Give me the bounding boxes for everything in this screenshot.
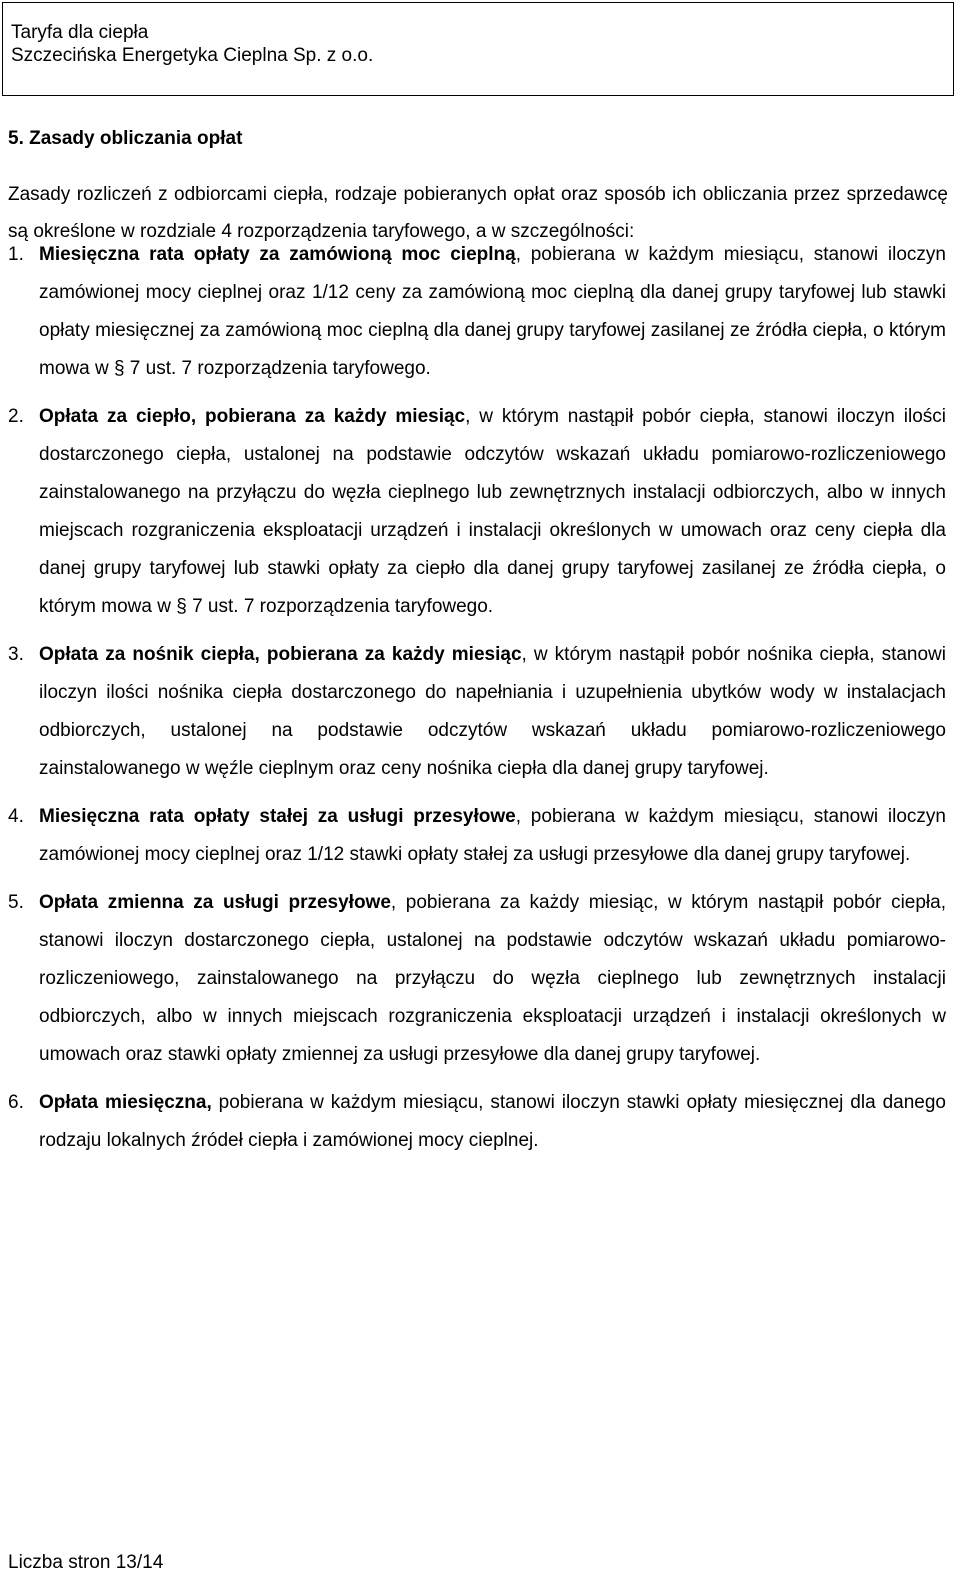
item-number: 2.: [8, 406, 24, 427]
item-heading: Opłata za nośnik ciepła, pobierana za każdy miesiąc: [39, 644, 522, 665]
header-title: Taryfa dla ciepła: [11, 22, 149, 43]
item-number: 6.: [8, 1092, 24, 1113]
section-intro: Zasady rozliczeń z odbiorcami ciepła, rodzaje pobieranych opłat oraz sposób ich obliczania przez sprzedawcę są określone w rozdziale 4 rozporządzenia taryfowego, a w szczególności:: [8, 184, 948, 242]
item-text: , w którym nastąpił pobór nośnika ciepła, stanowi iloczyn ilości nośnika ciepła dostarczonego do napełniania i uzupełnienia ubytków wody w instalacjach odbiorczych, ustalonej na podstawie odczytów wskazań układu pomiarowo-rozliczeniowego zainstalowanego w węźle cieplnym oraz ceny nośnika ciepła dla danej grupy taryfowej.: [39, 644, 946, 779]
item-text: , pobierana za każdy miesiąc, w którym nastąpił pobór ciepła, stanowi iloczyn dostarczonego ciepła, ustalonej na podstawie odczytów wskazań układu pomiarowo-rozliczeniowego, zainstalowanego na przyłączu do węzła cieplnego lub zewnętrznych instalacji odbiorczych, albo w innych miejscach rozgraniczenia eksploatacji urządzeń i instalacji określonych w umowach oraz stawki opłaty zmiennej za usługi przesyłowe dla danej grupy taryfowej.: [39, 892, 947, 1065]
list-item: [8, 1084, 946, 1160]
list-item: [8, 636, 946, 788]
document-header: [2, 2, 954, 96]
list-item: [8, 884, 946, 1074]
item-text: , pobierana w każdym miesiącu, stanowi iloczyn zamówionej mocy cieplnej oraz 1/12 stawki opłaty stałej za usługi przesyłowe dla danej grupy taryfowej.: [39, 806, 946, 865]
list-item: [8, 398, 946, 626]
item-number: 5.: [8, 892, 24, 913]
item-heading: Opłata miesięczna,: [39, 1092, 212, 1113]
item-heading: Miesięczna rata opłaty za zamówioną moc cieplną: [39, 244, 516, 265]
item-number: 3.: [8, 644, 24, 665]
item-number: 1.: [8, 244, 24, 265]
item-number: 4.: [8, 806, 24, 827]
page-count: Liczba stron 13/14: [8, 1552, 164, 1573]
item-heading: Opłata za ciepło, pobierana za każdy miesiąc: [39, 406, 466, 427]
item-text: , w którym nastąpił pobór ciepła, stanowi iloczyn ilości dostarczonego ciepła, ustalonej na podstawie odczytów wskazań układu pomiarowo-rozliczeniowego zainstalowanego na przyłączu do węzła cieplnego lub zewnętrznych instalacji odbiorczych, albo w innych miejscach rozgraniczenia eksploatacji urządzeń i instalacji określonych w umowach oraz ceny ciepła dla danej grupy taryfowej lub stawki opłaty za ciepło dla danej grupy taryfowej zasilanej ze źródła ciepła, o którym mowa w § 7 ust. 7 rozporządzenia taryfowego.: [39, 406, 947, 617]
list-item: [8, 236, 946, 388]
item-heading: Miesięczna rata opłaty stałej za usługi przesyłowe: [39, 806, 516, 827]
header-company: Szczecińska Energetyka Cieplna Sp. z o.o.: [11, 45, 374, 66]
section-title: 5. Zasady obliczania opłat: [8, 128, 243, 149]
item-text: pobierana w każdym miesiącu, stanowi iloczyn stawki opłaty miesięcznej dla danego rodzaju lokalnych źródeł ciepła i zamówionej mocy cieplnej.: [39, 1092, 946, 1151]
item-heading: Opłata zmienna za usługi przesyłowe: [39, 892, 391, 913]
rules-list: [8, 236, 946, 1170]
item-text: , pobierana w każdym miesiącu, stanowi iloczyn zamówionej mocy cieplnej oraz 1/12 ceny za zamówioną moc cieplną dla danej grupy taryfowej lub stawki opłaty miesięcznej za zamówioną moc cieplną dla danej grupy taryfowej zasilanej ze źródła ciepła, o którym mowa w § 7 ust. 7 rozporządzenia taryfowego.: [39, 244, 946, 379]
list-item: [8, 798, 946, 874]
